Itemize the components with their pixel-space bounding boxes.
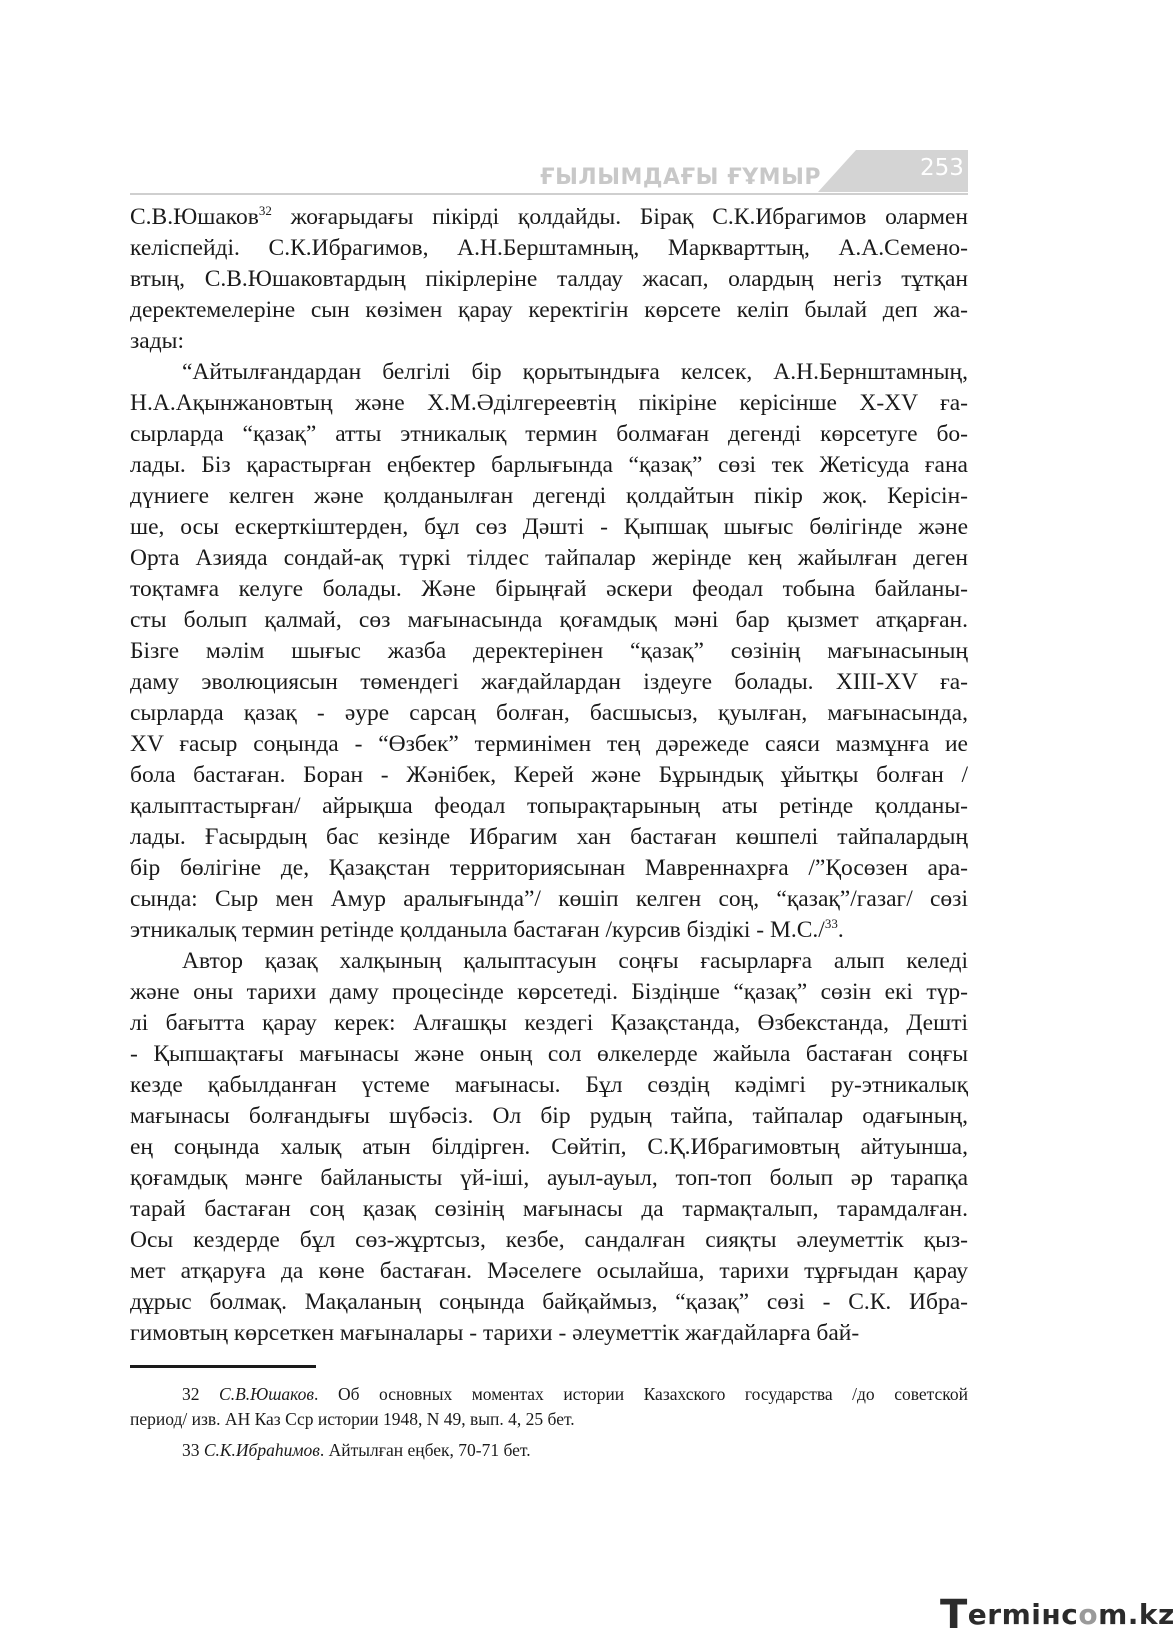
text-line — [130, 1101, 968, 1132]
text-run: бір бөлігіне де, Қазақстан территориясынан Мавреннахрға /”Қосөзен ара- — [130, 855, 968, 881]
text-run: XV ғасыр соңында - “Өзбек” терминімен тең дәрежеде саяси мазмұнға ие — [130, 731, 968, 757]
text-run: сырларда “қазақ” атты этникалық термин болмаған дегенді көрсетуге бо- — [130, 421, 968, 447]
footnote-line — [130, 1438, 968, 1463]
text-line — [130, 1070, 968, 1101]
text-run: “Айтылғандардан белгілі бір қорытындыға келсек, А.Н.Бернштамның, — [182, 359, 968, 385]
text-line — [130, 1318, 968, 1349]
text-run: дұрыс болмақ. Мақаланың соңында байқаймыз, “қазақ” сөзі - С.К. Ибра- — [130, 1289, 968, 1315]
text-run: мағынасы болғандығы шүбәсіз. Ол бір рудың тайпа, тайпалар одағының, — [130, 1103, 968, 1129]
text-line — [130, 698, 968, 729]
text-run: және оны тарихи даму процесінде көрсетеді. Біздіңше “қазақ” сөзін екі түр- — [130, 979, 968, 1005]
text-line — [130, 419, 968, 450]
footnote — [130, 1438, 968, 1463]
text-line — [130, 605, 968, 636]
text-line — [130, 512, 968, 543]
text-line — [130, 1287, 968, 1318]
text-run: лады. Біз қарастырған еңбектер барлығында “қазақ” сөзі тек Жетісуда ғана — [130, 452, 968, 478]
running-header-title: ҒЫЛЫМДАҒЫ ҒҰМЫР — [540, 165, 821, 190]
body-text — [130, 202, 968, 1349]
watermark-text-b: m.kz — [1098, 1598, 1175, 1631]
text-run: қалыптастырған/ айрықша феодал топырақтарының аты ретінде қолданы- — [130, 793, 968, 819]
text-line — [130, 1132, 968, 1163]
text-run: этникалық термин ретінде қолданыла бастаған /курсив біздікі - М.С./ — [130, 917, 825, 943]
text-run: лі бағытта қарау керек: Алғашқы кездегі Қазақстанда, Өзбекстанда, Дешті — [130, 1010, 968, 1036]
text-run: жоғарыдағы пікірді қолдайды. Бірақ С.К.Ибрагимов олармен — [271, 204, 968, 230]
text-run: лады. Ғасырдың бас кезінде Ибрагим хан бастаған көшпелі тайпалардың — [130, 824, 968, 850]
text-run: келіспейді. С.К.Ибрагимов, А.Н.Берштамның, Маркварттың, А.А.Семено- — [130, 235, 968, 261]
footnote-ref: 33 — [824, 916, 838, 932]
text-run: сында: Сыр мен Амур аралығында”/ көшіп келген соң, “қазақ”/газаг/ сөзі — [130, 886, 968, 912]
text-line — [130, 667, 968, 698]
text-line — [130, 636, 968, 667]
text-run: мет атқаруға да көне бастаған. Мәселеге осылайша, тарихи тұрғыдан қарау — [130, 1258, 968, 1284]
text-line — [130, 202, 968, 233]
text-run: даму эволюциясын төмендегі жағдайлардан іздеуге болады. XIII-XV ға- — [130, 669, 968, 695]
footnotes — [130, 1382, 968, 1469]
text-line — [130, 481, 968, 512]
text-line — [130, 574, 968, 605]
text-run: бола бастаған. Боран - Жәнібек, Керей және Бұрындық ұйытқы болған / — [130, 762, 968, 788]
footnote-number: 33 — [182, 1440, 200, 1460]
text-line — [130, 1225, 968, 1256]
text-run: . — [837, 917, 844, 943]
text-line — [130, 760, 968, 791]
text-line — [130, 326, 968, 357]
text-run: Н.А.Ақынжановтың және Х.М.Әділгереевтің пікіріне керісінше X-XV ға- — [130, 390, 968, 416]
termincom-watermark-logo — [940, 1592, 1175, 1638]
text-line — [130, 1008, 968, 1039]
footnote-author: С.К.Ибраһимов — [203, 1440, 320, 1460]
text-run: ең соңында халық атын білдірген. Сөйтіп, С.Қ.Ибрагимовтың айтуынша, — [130, 1134, 968, 1160]
footnote-separator — [130, 1365, 316, 1368]
text-line — [130, 822, 968, 853]
text-run: Автор қазақ халқының қалыптасуын соңғы ғасырларға алып келеді — [182, 948, 968, 974]
text-run: сты болып қалмай, сөз мағынасында қоғамдық мәні бар қызмет атқарған. — [130, 607, 968, 633]
paragraph — [130, 946, 968, 1349]
text-run: тоқтамға келуге болады. Және бірыңғай әскери феодал тобына байланы- — [130, 576, 968, 602]
footnote-number: 32 — [182, 1384, 200, 1404]
text-run: Бізге мәлім шығыс жазба деректерінен “қазақ” сөзінің мағынасының — [130, 638, 968, 664]
text-run: С.В.Юшаков — [130, 204, 259, 230]
paragraph — [130, 357, 968, 946]
text-run: дүниеге келген және қолданылған дегенді қолдайтын пікір жоқ. Керісін- — [130, 483, 968, 509]
text-line — [130, 1039, 968, 1070]
text-line — [130, 946, 968, 977]
text-run: деректемелеріне сын көзімен қарау керектігін көрсете келіп былай деп жа- — [130, 297, 968, 323]
text-run: тарай бастаған соң қазақ сөзінің мағынасы да тармақталып, тарамдалған. — [130, 1196, 968, 1222]
footnote-author: С.В.Юшаков — [219, 1384, 315, 1404]
text-line — [130, 295, 968, 326]
page-number: 253 — [920, 155, 964, 181]
paragraph — [130, 202, 968, 357]
footnote-line: период/ изв. АН Каз Сср истории 1948, N 49, вып. 4, 25 бет. — [130, 1409, 575, 1429]
header-rule — [130, 193, 968, 195]
watermark-text-a: ermінc — [967, 1598, 1079, 1631]
text-run: сырларда қазақ - әуре сарсаң болған, басшысыз, қуылған, мағынасында, — [130, 700, 968, 726]
text-run: - Қыпшақтағы мағынасы және оның сол өлкелерде жайыла бастаған соңғы — [130, 1041, 968, 1067]
text-line — [130, 357, 968, 388]
text-line — [130, 729, 968, 760]
text-line — [130, 915, 968, 946]
text-run: зады: — [130, 328, 184, 354]
footnote-text: . Айтылған еңбек, 70-71 бет. — [319, 1440, 531, 1460]
watermark-o-glyph: o — [1078, 1598, 1099, 1631]
text-line — [130, 450, 968, 481]
footnote — [130, 1382, 968, 1432]
text-line — [130, 264, 968, 295]
text-line — [130, 1194, 968, 1225]
text-run: втың, С.В.Юшаковтардың пікірлеріне талдау жасап, олардың негіз тұтқан — [130, 266, 968, 292]
text-line — [130, 233, 968, 264]
text-run: кезде қабылданған үстеме мағынасы. Бұл сөздің кәдімгі ру-этникалық — [130, 1072, 968, 1098]
watermark-t-glyph: T — [940, 1592, 968, 1638]
text-line — [130, 1256, 968, 1287]
text-run: гимовтың көрсеткен мағыналары - тарихи - әлеуметтік жағдайларға бай- — [130, 1320, 860, 1346]
footnote-ref: 32 — [258, 203, 272, 219]
text-run: ше, осы ескерткіштерден, бұл сөз Дәшті - Қыпшақ шығыс бөлігінде және — [130, 514, 968, 540]
text-line — [130, 884, 968, 915]
text-run: Осы кездерде бұл сөз-жұртсыз, кезбе, сандалған сияқты әлеуметтік қыз- — [130, 1227, 968, 1253]
text-line — [130, 791, 968, 822]
text-run: қоғамдық мәнге байланысты үй-іші, ауыл-ауыл, топ-топ болып әр тарапқа — [130, 1165, 968, 1191]
text-line — [130, 853, 968, 884]
text-run: Орта Азияда сондай-ақ түркі тілдес тайпалар жерінде кең жайылған деген — [130, 545, 968, 571]
text-line — [130, 977, 968, 1008]
text-line — [130, 388, 968, 419]
footnote-line — [130, 1382, 968, 1407]
footnote-text: . Об основных моментах истории Казахского государства /до советской — [314, 1384, 969, 1404]
text-line — [130, 543, 968, 574]
text-line — [130, 1163, 968, 1194]
